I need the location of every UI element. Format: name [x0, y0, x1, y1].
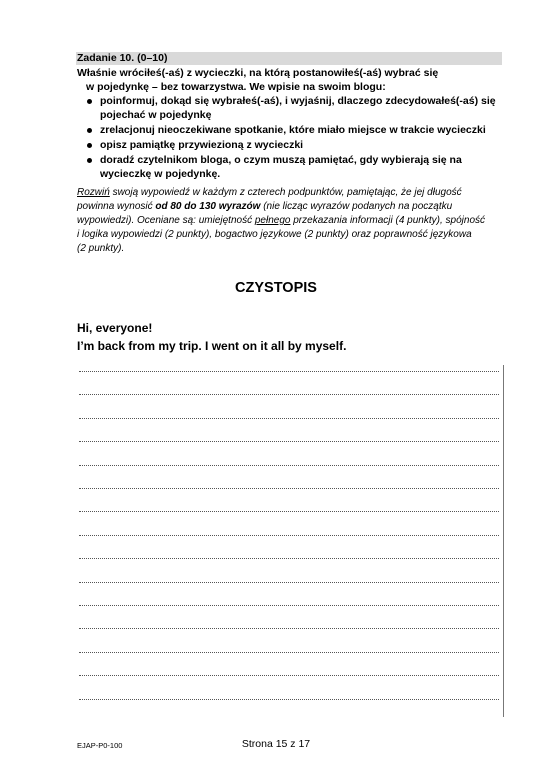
blog-greeting: [77, 319, 507, 355]
answer-line[interactable]: [79, 605, 499, 606]
bullet-item: [87, 153, 507, 181]
task-bullet-list: [87, 94, 507, 182]
greeting-line-2: I’m back from my trip. I went on it all by myself.: [77, 339, 347, 353]
instr-text: powinna wynosić: [77, 201, 156, 212]
answer-line[interactable]: [79, 394, 499, 395]
answer-line[interactable]: [79, 511, 499, 512]
answer-line[interactable]: [79, 582, 499, 583]
bullet-text-cont: wycieczkę w pojedynkę.: [100, 168, 221, 180]
answer-line[interactable]: [79, 465, 499, 466]
instr-text: wypowiedzi). Oceniane są: umiejętność: [77, 215, 255, 226]
word-count-requirement: od 80 do 130 wyrazów: [155, 201, 261, 212]
bullet-text: opisz pamiątkę przywiezioną z wycieczki: [100, 139, 304, 151]
bullet-text: doradź czytelnikom bloga, o czym muszą pamiętać, gdy wybierają się na: [100, 154, 462, 166]
bullet-text-cont: pojechać w pojedynkę: [100, 109, 212, 121]
answer-line[interactable]: [79, 535, 499, 536]
bullet-icon: [87, 158, 92, 163]
answer-line[interactable]: [79, 558, 499, 559]
task-header: Zadanie 10. (0–10): [76, 52, 502, 65]
greeting-line-1: Hi, everyone!: [77, 321, 153, 335]
task-instructions: [77, 186, 505, 256]
bullet-item: [87, 123, 507, 137]
instr-text: (2 punkty).: [77, 243, 125, 254]
answer-line[interactable]: [79, 675, 499, 676]
intro-line-2: w pojedynkę – bez towarzystwa. We wpisie na swoim blogu:: [86, 81, 386, 93]
instr-text: przekazania informacji (4 punkty), spójność: [290, 215, 485, 226]
answer-line[interactable]: [79, 628, 499, 629]
bullet-item: [87, 138, 507, 152]
answer-writing-area[interactable]: [77, 365, 504, 717]
answer-line[interactable]: [79, 699, 499, 700]
instr-text: swoją wypowiedź w każdym z czterech podpunktów, pamiętając, że jej długość: [109, 187, 462, 198]
answer-line[interactable]: [79, 441, 499, 442]
answer-line[interactable]: [79, 488, 499, 489]
section-title: CZYSTOPIS: [235, 280, 317, 296]
bullet-icon: [87, 128, 92, 133]
instr-keyword: Rozwiń: [77, 187, 110, 198]
bullet-icon: [87, 99, 92, 104]
page-number: Strona 15 z 17: [241, 738, 311, 750]
instr-text: (nie licząc wyrazów podanych na początku: [260, 201, 453, 212]
intro-line-1: Właśnie wróciłeś(-aś) z wycieczki, na którą postanowiłeś(-aś) wybrać się: [77, 67, 439, 79]
instr-underlined: pełnego: [254, 215, 291, 226]
answer-line[interactable]: [79, 371, 499, 372]
bullet-text: poinformuj, dokąd się wybrałeś(-aś), i wyjaśnij, dlaczego zdecydowałeś(-aś) się: [100, 95, 496, 107]
exam-code: EJAP-P0-100: [77, 741, 123, 750]
task-intro: [77, 66, 502, 94]
answer-line[interactable]: [79, 418, 499, 419]
answer-line[interactable]: [79, 652, 499, 653]
bullet-icon: [87, 143, 92, 148]
bullet-text: zrelacjonuj nieoczekiwane spotkanie, które miało miejsce w trakcie wycieczki: [100, 124, 486, 136]
instr-text: i logika wypowiedzi (2 punkty), bogactwo językowe (2 punkty) oraz poprawność językowa: [77, 229, 472, 240]
bullet-item: [87, 94, 507, 122]
